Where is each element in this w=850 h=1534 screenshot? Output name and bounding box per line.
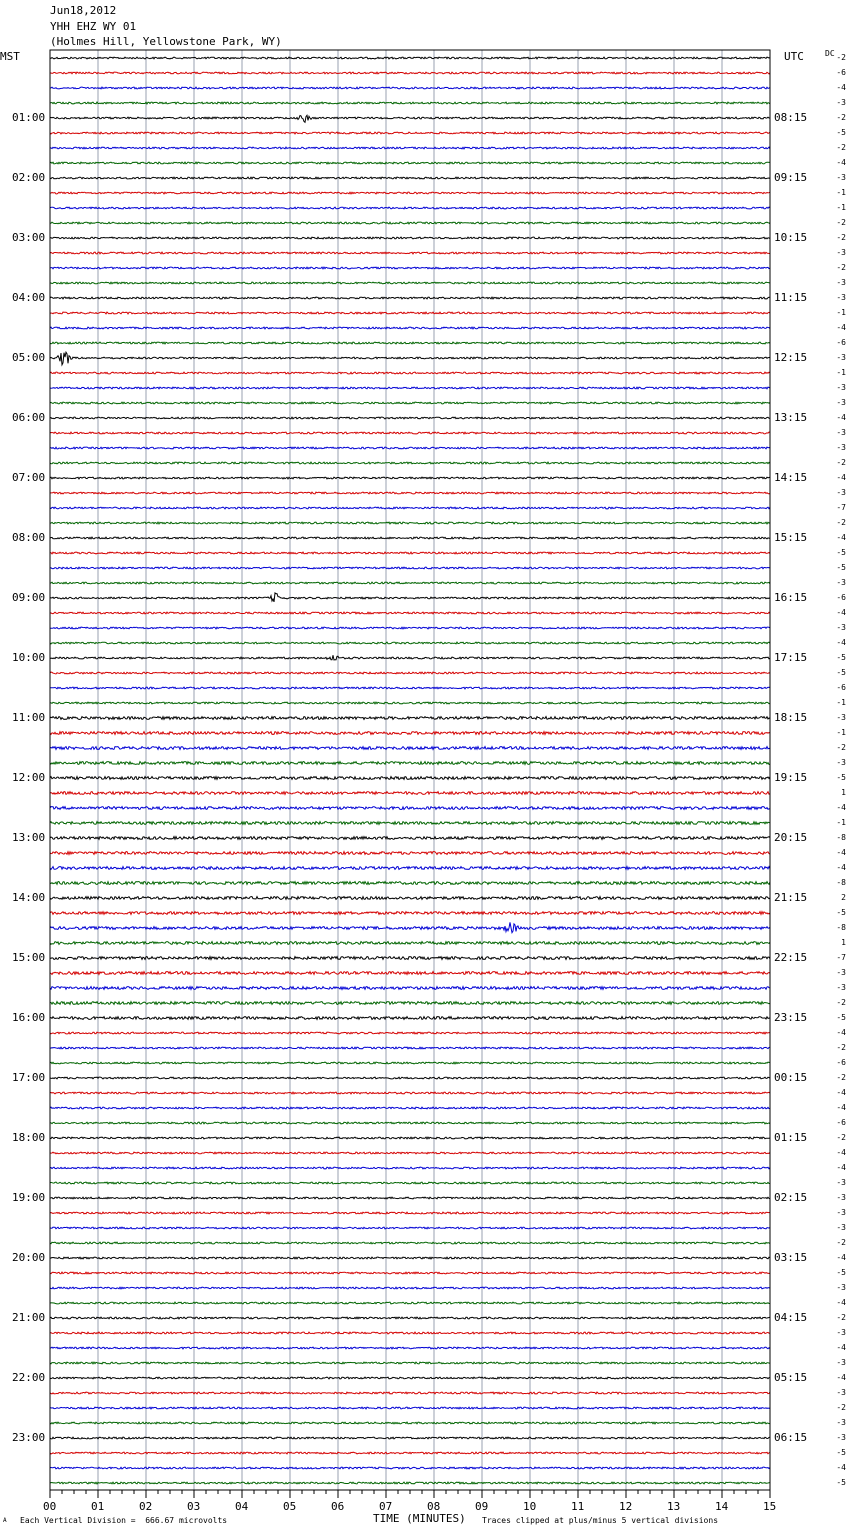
- dc-offset-label: -2: [836, 1073, 846, 1082]
- dc-offset-label: -4: [836, 1373, 846, 1382]
- x-tick-label: 12: [619, 1500, 633, 1513]
- dc-offset-label: -3: [836, 383, 846, 392]
- dc-offset-label: -8: [836, 878, 846, 887]
- dc-offset-label: -3: [836, 623, 846, 632]
- dc-offset-label: -2: [836, 218, 846, 227]
- mst-hour-label: 08:00: [12, 531, 46, 544]
- trace-57: [50, 897, 770, 900]
- mst-hour-label: 18:00: [12, 1131, 46, 1144]
- dc-offset-label: -6: [836, 68, 846, 77]
- trace-92: [50, 1422, 770, 1424]
- dc-offset-label: -3: [836, 983, 846, 992]
- trace-85: [50, 1317, 770, 1319]
- trace-88: [50, 1362, 770, 1364]
- trace-7: [50, 147, 770, 149]
- x-tick-label: 07: [379, 1500, 393, 1513]
- station-label: YHH EHZ WY 01: [50, 20, 137, 33]
- trace-61: [50, 957, 770, 960]
- trace-3: [50, 87, 770, 89]
- dc-offset-label: -5: [836, 773, 846, 782]
- seismic-traces: [50, 57, 770, 1484]
- dc-offset-label: -7: [836, 953, 846, 962]
- trace-37: [50, 593, 770, 602]
- dc-offset-label: -4: [836, 1163, 846, 1172]
- dc-offset-label: -4: [836, 1343, 846, 1352]
- dc-offset-label: -6: [836, 1058, 846, 1067]
- trace-47: [50, 747, 770, 750]
- utc-hour-label: 04:15: [774, 1311, 808, 1324]
- trace-69: [50, 1077, 770, 1079]
- dc-offset-label: -2: [836, 53, 846, 62]
- dc-offset-label: -1: [836, 728, 846, 737]
- trace-59: [50, 922, 770, 932]
- utc-hour-label: 15:15: [774, 531, 808, 544]
- date-label: Jun18,2012: [50, 4, 117, 17]
- trace-44: [50, 702, 770, 704]
- trace-77: [50, 1197, 770, 1199]
- trace-94: [50, 1452, 770, 1454]
- dc-offset-label: -3: [836, 1418, 846, 1427]
- dc-offset-label: -3: [836, 1388, 846, 1397]
- dc-offset-label: -3: [836, 98, 846, 107]
- dc-offset-label: -2: [836, 1403, 846, 1412]
- dc-offset-label: -2: [836, 113, 846, 122]
- x-tick-label: 08: [427, 1500, 441, 1513]
- trace-33: [50, 537, 770, 539]
- dc-offset-label: -6: [836, 593, 846, 602]
- trace-29: [50, 477, 770, 479]
- trace-26: [50, 432, 770, 434]
- dc-offset-label: -4: [836, 323, 846, 332]
- x-tick-label: 15: [763, 1500, 777, 1513]
- trace-16: [50, 282, 770, 284]
- utc-hour-label: 13:15: [774, 411, 808, 424]
- dc-offset-label: -2: [836, 743, 846, 752]
- mst-hour-label: 16:00: [12, 1011, 46, 1024]
- trace-54: [50, 852, 770, 855]
- trace-23: [50, 387, 770, 389]
- mst-hour-label: 19:00: [12, 1191, 46, 1204]
- dc-offset-label: -4: [836, 533, 846, 542]
- dc-offset-label: 1: [841, 938, 846, 947]
- utc-hour-label: 17:15: [774, 651, 808, 664]
- mst-hour-label: 20:00: [12, 1251, 46, 1264]
- dc-offset-label: -4: [836, 158, 846, 167]
- trace-84: [50, 1302, 770, 1304]
- trace-11: [50, 207, 770, 209]
- trace-42: [50, 672, 770, 674]
- dc-offset-label: -2: [836, 1133, 846, 1142]
- trace-58: [50, 912, 770, 915]
- x-tick-label: 02: [139, 1500, 153, 1513]
- mst-hour-label: 07:00: [12, 471, 46, 484]
- trace-90: [50, 1392, 770, 1394]
- trace-43: [50, 687, 770, 689]
- trace-72: [50, 1122, 770, 1124]
- trace-32: [50, 522, 770, 524]
- trace-83: [50, 1287, 770, 1289]
- trace-28: [50, 462, 770, 464]
- utc-label: UTC: [784, 50, 804, 63]
- trace-41: [50, 655, 770, 660]
- dc-offset-label: -3: [836, 1193, 846, 1202]
- dc-offset-label: -3: [836, 248, 846, 257]
- dc-offset-label: -2: [836, 1238, 846, 1247]
- trace-52: [50, 822, 770, 825]
- x-axis-title: TIME (MINUTES): [373, 1512, 466, 1525]
- x-tick-label: 06: [331, 1500, 345, 1513]
- dc-offset-label: -4: [836, 848, 846, 857]
- trace-86: [50, 1332, 770, 1334]
- trace-78: [50, 1212, 770, 1214]
- dc-offset-label: -1: [836, 698, 846, 707]
- dc-offset-label: -3: [836, 173, 846, 182]
- trace-89: [50, 1377, 770, 1379]
- trace-95: [50, 1467, 770, 1469]
- dc-offset-label: -2: [836, 518, 846, 527]
- mst-hour-label: 09:00: [12, 591, 46, 604]
- mst-hour-label: 11:00: [12, 711, 46, 724]
- dc-offset-label: -2: [836, 263, 846, 272]
- dc-label: DC: [825, 49, 835, 58]
- dc-offset-label: -4: [836, 1253, 846, 1262]
- clip-note: Traces clipped at plus/minus 5 vertical divisions: [482, 1516, 719, 1525]
- dc-offset-label: -3: [836, 1358, 846, 1367]
- dc-offset-label: -2: [836, 458, 846, 467]
- x-tick-label: 05: [283, 1500, 297, 1513]
- dc-offset-label: -4: [836, 863, 846, 872]
- vertical-division-note: Each Vertical Division = 666.67 microvolts: [20, 1516, 228, 1525]
- trace-87: [50, 1347, 770, 1349]
- footer-left-mark: A: [3, 1517, 7, 1524]
- dc-offset-label: -3: [836, 428, 846, 437]
- utc-hour-label: 19:15: [774, 771, 808, 784]
- dc-offset-label: -1: [836, 188, 846, 197]
- dc-offset-label: -5: [836, 668, 846, 677]
- trace-35: [50, 567, 770, 569]
- trace-31: [50, 507, 770, 509]
- trace-56: [50, 882, 770, 885]
- mst-hour-label: 03:00: [12, 231, 46, 244]
- utc-hour-label: 23:15: [774, 1011, 808, 1024]
- x-tick-label: 11: [571, 1500, 585, 1513]
- dc-offset-label: -4: [836, 1028, 846, 1037]
- mst-hour-label: 05:00: [12, 351, 46, 364]
- mst-hour-label: 12:00: [12, 771, 46, 784]
- trace-20: [50, 342, 770, 344]
- dc-offset-label: 1: [841, 788, 846, 797]
- dc-offset-label: -1: [836, 308, 846, 317]
- utc-hour-label: 12:15: [774, 351, 808, 364]
- dc-offset-label: -2: [836, 233, 846, 242]
- dc-offset-label: 2: [841, 893, 846, 902]
- mst-hour-label: 17:00: [12, 1071, 46, 1084]
- dc-offset-label: -2: [836, 1313, 846, 1322]
- trace-10: [50, 192, 770, 194]
- trace-71: [50, 1107, 770, 1109]
- dc-offset-label: -4: [836, 1298, 846, 1307]
- dc-offset-label: -4: [836, 473, 846, 482]
- dc-offset-label: -4: [836, 803, 846, 812]
- trace-67: [50, 1047, 770, 1049]
- trace-66: [50, 1032, 770, 1034]
- trace-76: [50, 1182, 770, 1184]
- trace-65: [50, 1017, 770, 1020]
- x-axis-ticks: [50, 1490, 770, 1498]
- dc-offset-label: -4: [836, 1463, 846, 1472]
- trace-9: [50, 177, 770, 179]
- mst-hour-label: 02:00: [12, 171, 46, 184]
- trace-27: [50, 447, 770, 449]
- mst-hour-label: 21:00: [12, 1311, 46, 1324]
- utc-hour-label: 11:15: [774, 291, 808, 304]
- dc-offset-label: -8: [836, 833, 846, 842]
- trace-19: [50, 327, 770, 329]
- trace-22: [50, 372, 770, 374]
- utc-hour-label: 01:15: [774, 1131, 808, 1144]
- dc-offset-label: -6: [836, 1118, 846, 1127]
- trace-64: [50, 1002, 770, 1005]
- dc-offset-label: -5: [836, 653, 846, 662]
- utc-hour-label: 21:15: [774, 891, 808, 904]
- trace-38: [50, 612, 770, 614]
- utc-hour-label: 10:15: [774, 231, 808, 244]
- dc-offset-label: -5: [836, 1268, 846, 1277]
- trace-17: [50, 297, 770, 299]
- dc-offset-label: -3: [836, 443, 846, 452]
- trace-51: [50, 807, 770, 810]
- mst-hour-label: 22:00: [12, 1371, 46, 1384]
- utc-hour-label: 02:15: [774, 1191, 808, 1204]
- mst-hour-label: 14:00: [12, 891, 46, 904]
- mst-label: MST: [0, 50, 20, 63]
- trace-34: [50, 552, 770, 554]
- dc-offset-label: -3: [836, 713, 846, 722]
- trace-8: [50, 162, 770, 164]
- utc-hour-label: 08:15: [774, 111, 808, 124]
- dc-offset-label: -1: [836, 368, 846, 377]
- dc-offset-label: -3: [836, 758, 846, 767]
- trace-81: [50, 1257, 770, 1259]
- mst-hour-label: 13:00: [12, 831, 46, 844]
- utc-hour-label: 09:15: [774, 171, 808, 184]
- x-tick-label: 09: [475, 1500, 489, 1513]
- mst-hour-label: 01:00: [12, 111, 46, 124]
- mst-hour-label: 10:00: [12, 651, 46, 664]
- dc-offset-label: -3: [836, 1433, 846, 1442]
- trace-48: [50, 762, 770, 765]
- trace-4: [50, 102, 770, 104]
- dc-offset-label: -6: [836, 338, 846, 347]
- trace-53: [50, 837, 770, 840]
- trace-68: [50, 1062, 770, 1064]
- trace-73: [50, 1137, 770, 1139]
- trace-79: [50, 1227, 770, 1229]
- dc-offset-label: -3: [836, 1328, 846, 1337]
- dc-offset-label: -5: [836, 1013, 846, 1022]
- trace-1: [50, 57, 770, 59]
- dc-offset-label: -3: [836, 1208, 846, 1217]
- utc-hour-label: 22:15: [774, 951, 808, 964]
- dc-offset-label: -4: [836, 1148, 846, 1157]
- dc-offset-label: -2: [836, 143, 846, 152]
- trace-75: [50, 1167, 770, 1169]
- x-tick-label: 04: [235, 1500, 249, 1513]
- trace-96: [50, 1482, 770, 1484]
- dc-offset-label: -5: [836, 548, 846, 557]
- dc-offset-label: -3: [836, 293, 846, 302]
- trace-74: [50, 1152, 770, 1154]
- utc-hour-label: 20:15: [774, 831, 808, 844]
- trace-14: [50, 252, 770, 254]
- dc-offset-label: -5: [836, 563, 846, 572]
- dc-offset-label: -1: [836, 818, 846, 827]
- dc-offset-label: -7: [836, 503, 846, 512]
- x-tick-label: 00: [43, 1500, 57, 1513]
- dc-offset-label: -3: [836, 1223, 846, 1232]
- utc-hour-label: 14:15: [774, 471, 808, 484]
- dc-offset-label: -4: [836, 608, 846, 617]
- trace-70: [50, 1092, 770, 1094]
- dc-offset-label: -8: [836, 923, 846, 932]
- trace-18: [50, 312, 770, 314]
- dc-offset-label: -2: [836, 998, 846, 1007]
- trace-39: [50, 627, 770, 629]
- mst-hour-label: 15:00: [12, 951, 46, 964]
- trace-46: [50, 732, 770, 735]
- dc-offset-label: -6: [836, 683, 846, 692]
- mst-hour-label: 06:00: [12, 411, 46, 424]
- x-tick-label: 03: [187, 1500, 201, 1513]
- trace-49: [50, 777, 770, 780]
- trace-21: [50, 352, 770, 365]
- dc-offset-label: -3: [836, 578, 846, 587]
- trace-80: [50, 1242, 770, 1244]
- dc-offset-label: -4: [836, 1088, 846, 1097]
- trace-91: [50, 1407, 770, 1409]
- trace-30: [50, 492, 770, 494]
- trace-45: [50, 717, 770, 720]
- trace-15: [50, 267, 770, 269]
- x-tick-label: 01: [91, 1500, 105, 1513]
- x-tick-label: 13: [667, 1500, 681, 1513]
- dc-offset-label: -5: [836, 1448, 846, 1457]
- utc-hour-label: 18:15: [774, 711, 808, 724]
- dc-offset-label: -5: [836, 908, 846, 917]
- trace-60: [50, 942, 770, 945]
- trace-55: [50, 867, 770, 870]
- dc-offset-label: -2: [836, 1043, 846, 1052]
- dc-offset-label: -4: [836, 83, 846, 92]
- x-tick-label: 14: [715, 1500, 729, 1513]
- dc-offset-label: -3: [836, 488, 846, 497]
- x-tick-label: 10: [523, 1500, 537, 1513]
- utc-hour-label: 06:15: [774, 1431, 808, 1444]
- dc-offset-label: -3: [836, 353, 846, 362]
- trace-93: [50, 1437, 770, 1439]
- dc-offset-label: -3: [836, 278, 846, 287]
- dc-offset-label: -4: [836, 413, 846, 422]
- utc-hour-label: 03:15: [774, 1251, 808, 1264]
- trace-24: [50, 402, 770, 404]
- trace-13: [50, 237, 770, 239]
- dc-offset-label: -4: [836, 1103, 846, 1112]
- dc-offset-label: -5: [836, 1478, 846, 1487]
- location-label: (Holmes Hill, Yellowstone Park, WY): [50, 35, 282, 48]
- trace-40: [50, 642, 770, 644]
- trace-82: [50, 1272, 770, 1274]
- mst-hour-label: 04:00: [12, 291, 46, 304]
- dc-offset-label: -5: [836, 128, 846, 137]
- trace-12: [50, 222, 770, 224]
- trace-50: [50, 792, 770, 795]
- trace-5: [50, 115, 770, 122]
- dc-offset-label: -3: [836, 1283, 846, 1292]
- dc-offset-label: -3: [836, 1178, 846, 1187]
- trace-2: [50, 72, 770, 74]
- utc-hour-label: 05:15: [774, 1371, 808, 1384]
- utc-hour-label: 00:15: [774, 1071, 808, 1084]
- utc-hour-label: 16:15: [774, 591, 808, 604]
- trace-36: [50, 582, 770, 584]
- trace-62: [50, 972, 770, 975]
- trace-25: [50, 417, 770, 419]
- dc-offset-label: -1: [836, 203, 846, 212]
- dc-offset-label: -3: [836, 968, 846, 977]
- trace-63: [50, 987, 770, 990]
- dc-offset-label: -3: [836, 398, 846, 407]
- dc-offset-label: -4: [836, 638, 846, 647]
- mst-hour-label: 23:00: [12, 1431, 46, 1444]
- trace-6: [50, 132, 770, 134]
